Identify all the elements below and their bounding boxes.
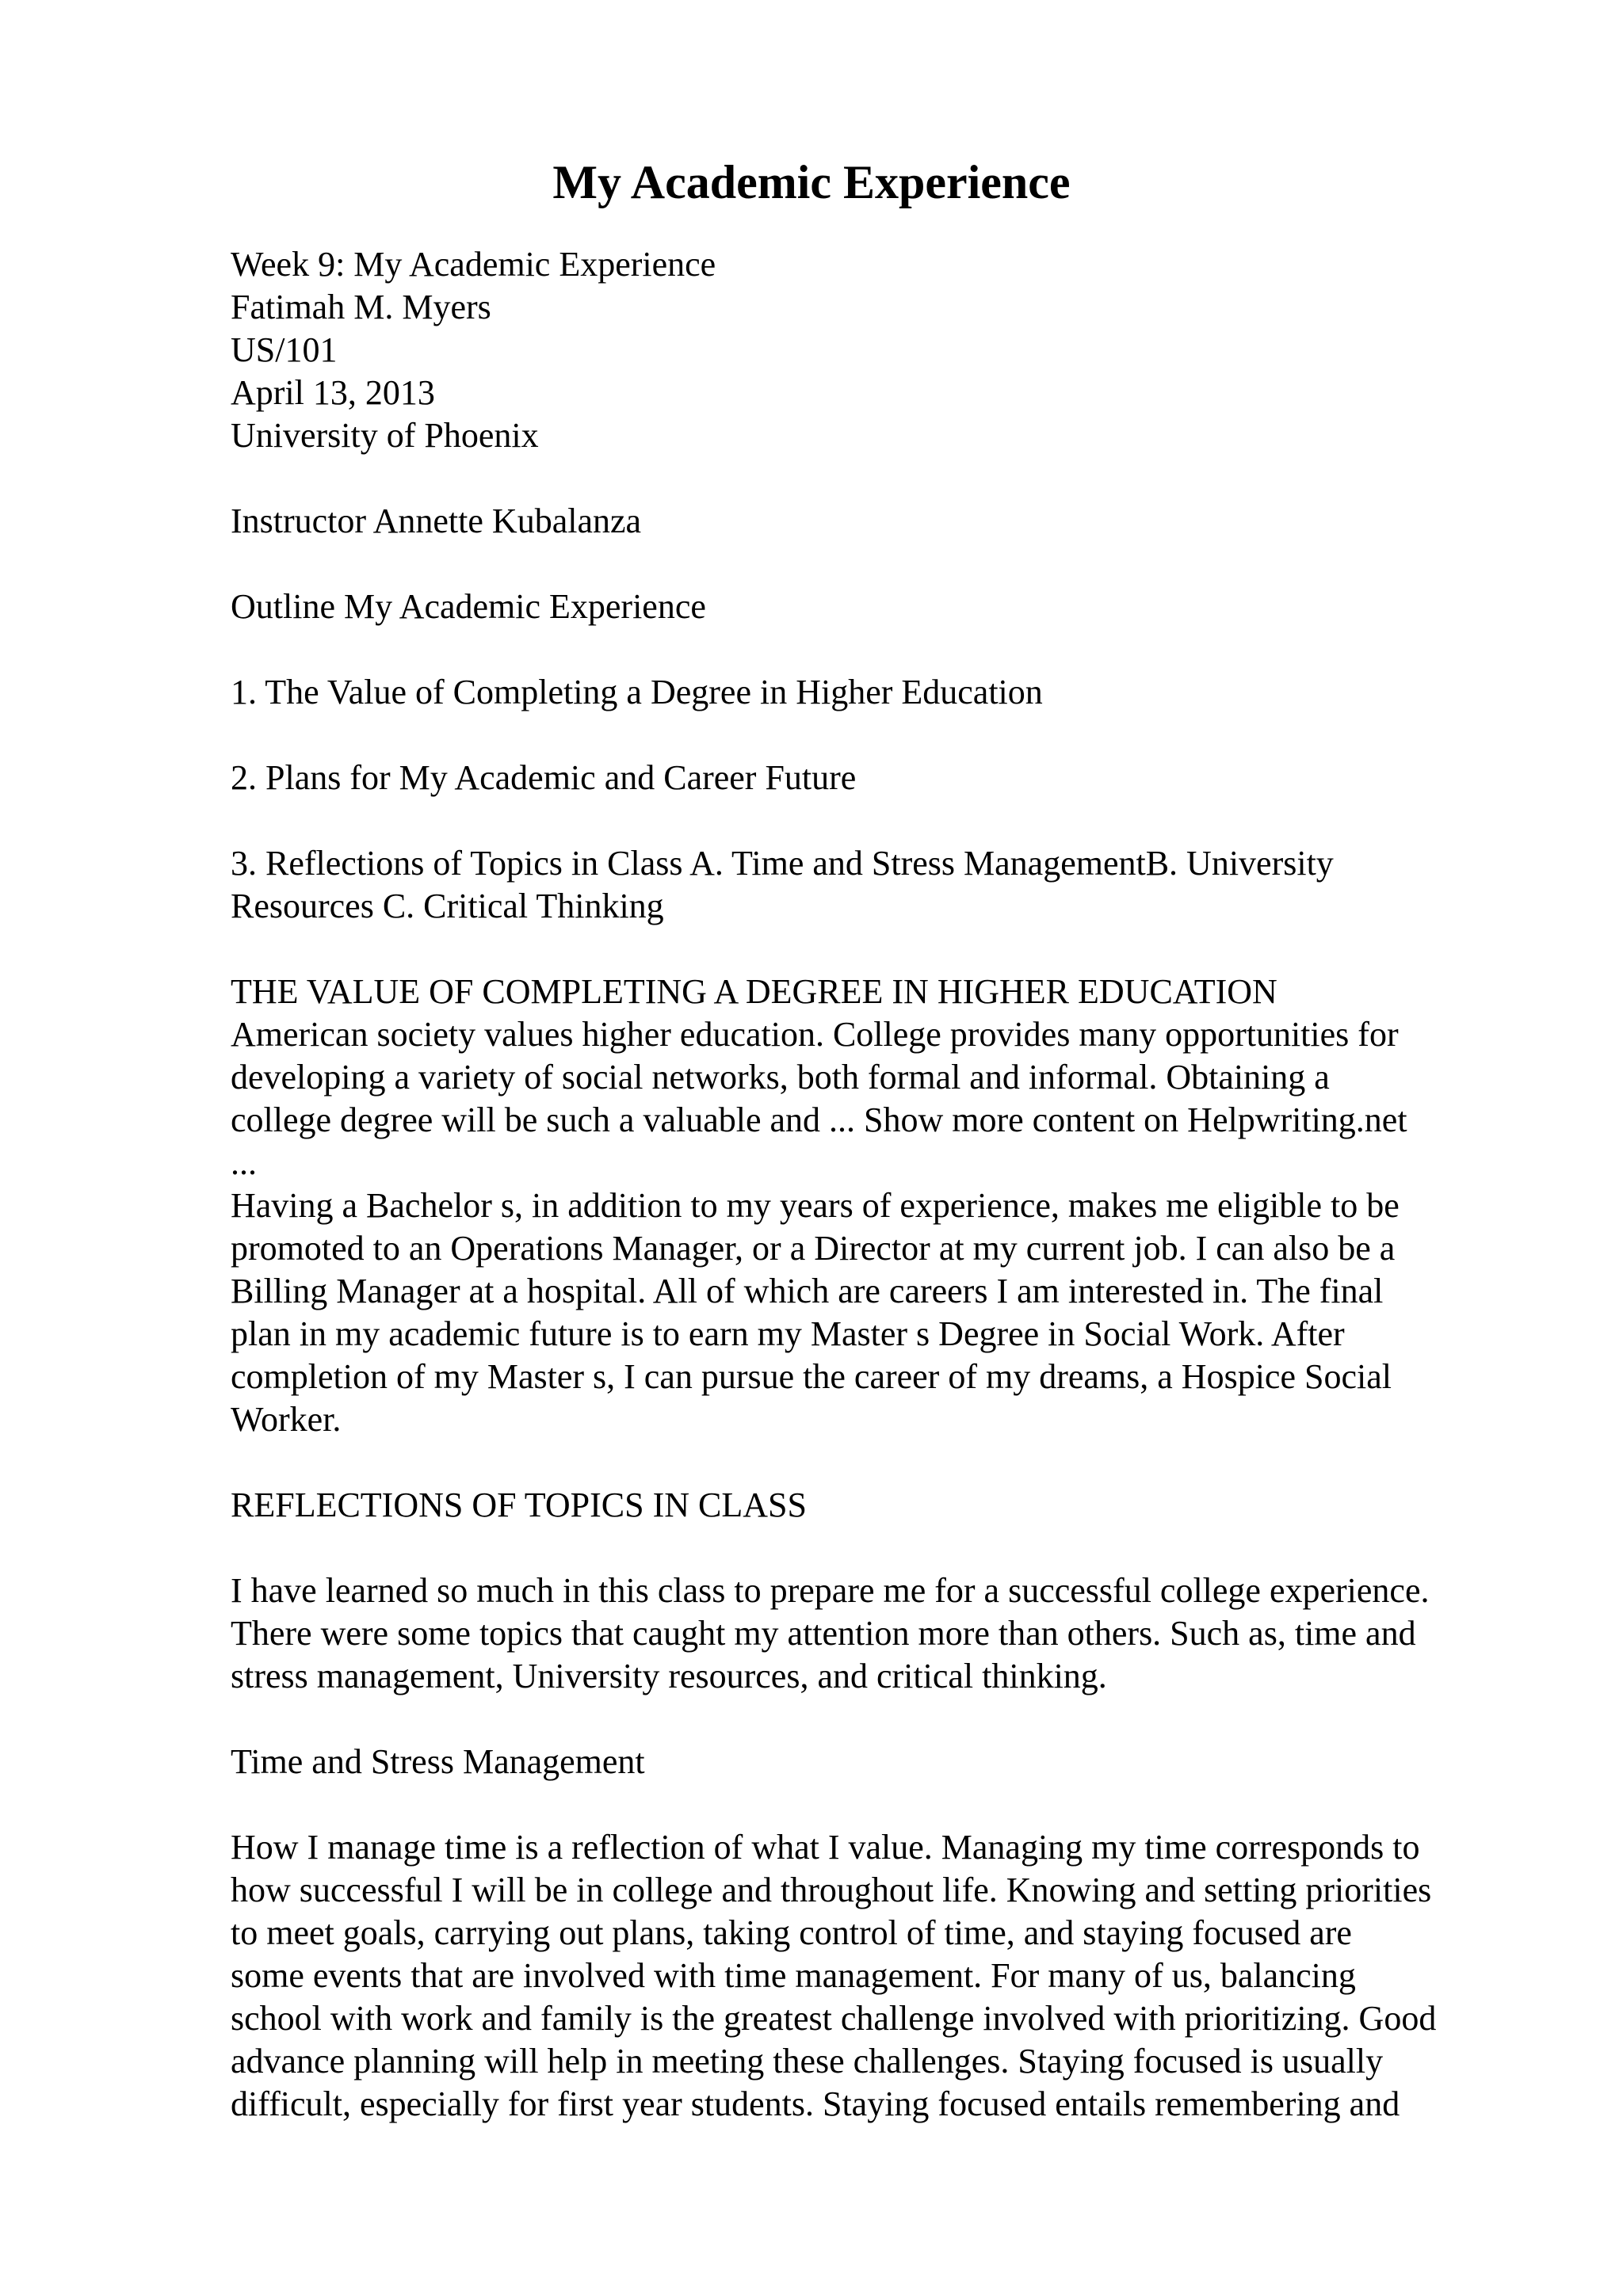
outline-item: 1. The Value of Completing a Degree in Higher Education	[231, 673, 1043, 711]
document-title: My Academic Experience	[552, 156, 1071, 208]
header-block	[231, 243, 1530, 457]
paragraph-line: difficult, especially for first year students. Staying focused entails remembering and	[231, 2084, 1400, 2123]
document-body	[231, 243, 1530, 2126]
paragraph-line: How I manage time is a reflection of what I value. Managing my time corresponds to	[231, 1828, 1420, 1867]
paragraph-line: some events that are involved with time management. For many of us, balancing	[231, 1956, 1356, 1995]
document-date: April 13, 2013	[231, 373, 435, 412]
spacer	[231, 1698, 1530, 1741]
paragraph-line: stress management, University resources, and critical thinking.	[231, 1657, 1107, 1695]
paragraph-line: plan in my academic future is to earn my Master s Degree in Social Work. After	[231, 1314, 1345, 1353]
outline-heading: Outline My Academic Experience	[231, 587, 706, 626]
spacer	[231, 1783, 1530, 1826]
assignment-title: Week 9: My Academic Experience	[231, 245, 716, 284]
outline-item-3	[231, 842, 1530, 928]
spacer	[231, 543, 1530, 585]
paragraph-line: completion of my Master s, I can pursue the career of my dreams, a Hospice Social	[231, 1357, 1392, 1396]
spacer	[231, 1527, 1530, 1569]
spacer	[231, 457, 1530, 500]
instructor-line: Instructor Annette Kubalanza	[231, 502, 642, 540]
spacer	[231, 628, 1530, 671]
paragraph-line: advance planning will help in meeting these challenges. Staying focused is usually	[231, 2042, 1384, 2081]
paragraph-line: American society values higher education. College provides many opportunities for	[231, 1015, 1399, 1054]
section-paragraph-reflections	[231, 1569, 1530, 1698]
paragraph-line: to meet goals, carrying out plans, taking control of time, and staying focused are	[231, 1913, 1352, 1952]
course-code: US/101	[231, 330, 338, 369]
spacer	[231, 799, 1530, 842]
section-heading-value-of-degree: THE VALUE OF COMPLETING A DEGREE IN HIGHER EDUCATION	[231, 972, 1277, 1011]
paragraph-line: promoted to an Operations Manager, or a Director at my current job. I can also be a	[231, 1229, 1396, 1268]
paragraph-line: how successful I will be in college and throughout life. Knowing and setting priorities	[231, 1871, 1432, 1909]
section-paragraph-time-management	[231, 1826, 1530, 2126]
section-paragraph-value-of-degree	[231, 1013, 1530, 1441]
section-heading-reflections: REFLECTIONS OF TOPICS IN CLASS	[231, 1486, 807, 1524]
outline-item: 2. Plans for My Academic and Career Future	[231, 758, 857, 797]
spacer	[231, 1441, 1530, 1484]
paragraph-line: school with work and family is the greatest challenge involved with prioritizing. Good	[231, 1999, 1437, 2038]
section-heading-time-management: Time and Stress Management	[231, 1742, 645, 1781]
paragraph-line: Billing Manager at a hospital. All of which are careers I am interested in. The final	[231, 1272, 1384, 1310]
institution-name: University of Phoenix	[231, 416, 539, 455]
spacer	[231, 714, 1530, 757]
paragraph-line: Having a Bachelor s, in addition to my years of experience, makes me eligible to be	[231, 1186, 1400, 1225]
author-name: Fatimah M. Myers	[231, 288, 491, 326]
paragraph-line: ...	[231, 1143, 257, 1182]
paragraph-line: Resources C. Critical Thinking	[231, 887, 664, 925]
paragraph-line: Worker.	[231, 1400, 342, 1439]
paragraph-line: There were some topics that caught my attention more than others. Such as, time and	[231, 1614, 1416, 1653]
paragraph-line: developing a variety of social networks, both formal and informal. Obtaining a	[231, 1058, 1330, 1097]
paragraph-line: 3. Reflections of Topics in Class A. Time and Stress ManagementB. University	[231, 844, 1334, 883]
paragraph-line: college degree will be such a valuable and ... Show more content on Helpwriting.net	[231, 1100, 1407, 1139]
paragraph-line: I have learned so much in this class to prepare me for a successful college experience.	[231, 1571, 1430, 1610]
spacer	[231, 928, 1530, 971]
